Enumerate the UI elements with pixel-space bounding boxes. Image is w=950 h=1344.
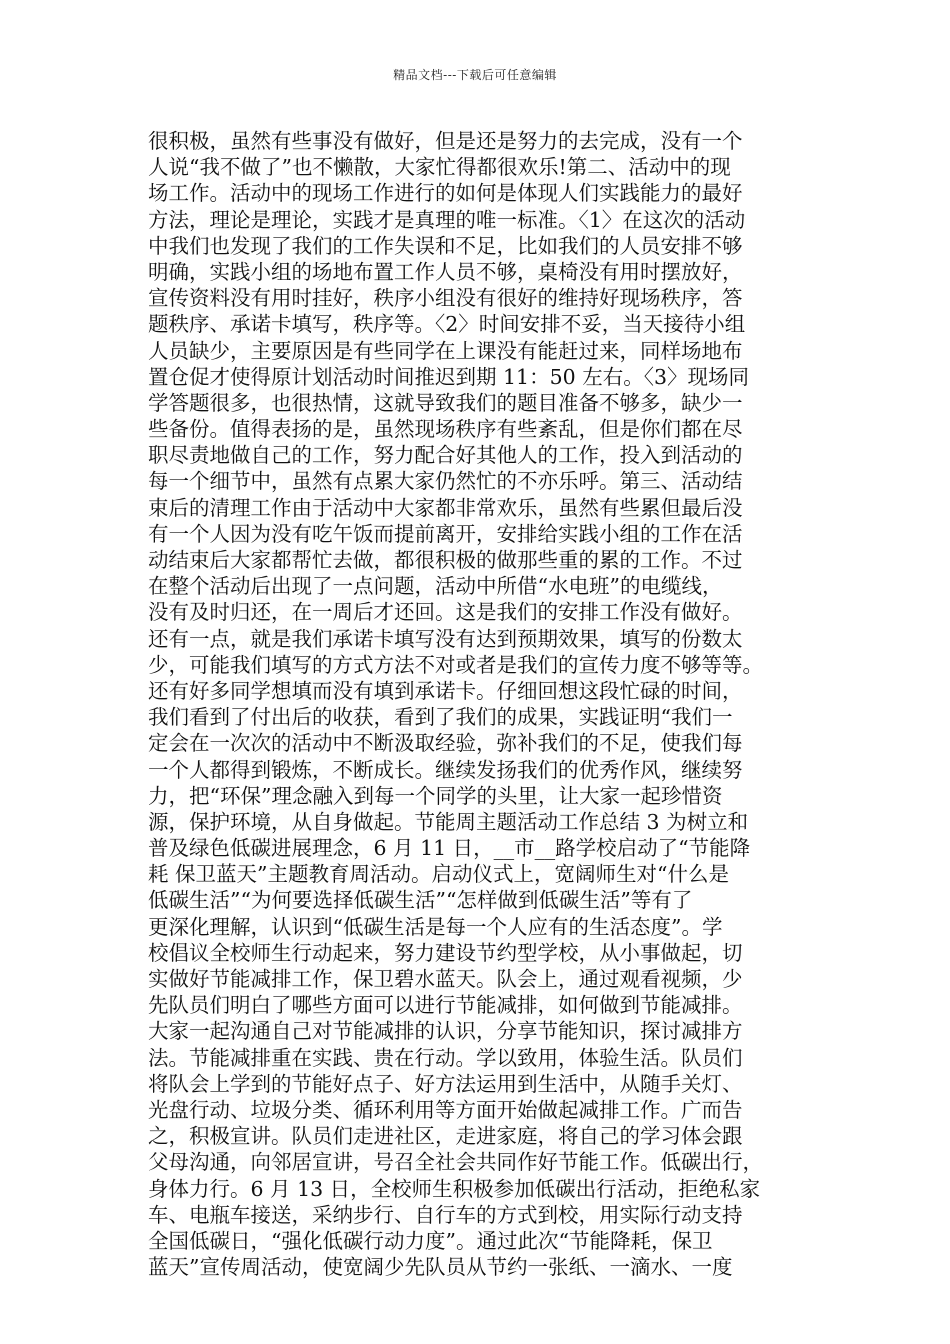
text-line: 宣传资料没有用时挂好，秩序小组没有很好的维持好现场秩序，答	[148, 286, 743, 311]
text-line: 我们看到了付出后的收获，看到了我们的成果，实践证明“我们一	[148, 705, 733, 730]
text-line: 之，积极宣讲。队员们走进社区，走进家庭，将自己的学习体会跟	[148, 1124, 743, 1149]
text-line: 题秩序、承诺卡填写，秩序等。〈2〉时间安排不妥，当天接待小组	[148, 312, 746, 337]
text-line: 身体力行。6 月 13 日，全校师生积极参加低碳出行活动，拒绝私家	[148, 1176, 761, 1201]
text-line: 车、电瓶车接送，采纳步行、自行车的方式到校，用实际行动支持	[148, 1202, 743, 1227]
text-line: 每一个细节中，虽然有点累大家仍然忙的不亦乐呼。第三、活动结	[148, 469, 743, 494]
text-line: 有一个人因为没有吃午饭而提前离开，安排给实践小组的工作在活	[148, 521, 743, 546]
text-line: 没有及时归还，在一周后才还回。这是我们的安排工作没有做好。	[148, 600, 743, 625]
text-line: 蓝天”宣传周活动，使宽阔少先队员从节约一张纸、一滴水、一度	[148, 1255, 733, 1280]
text-line: 力，把“环保”理念融入到每一个同学的头里，让大家一起珍惜资	[148, 783, 723, 808]
text-line: 职尽责地做自己的工作，努力配合好其他人的工作，投入到活动的	[148, 443, 743, 468]
text-line: 还有一点，就是我们承诺卡填写没有达到预期效果，填写的份数太	[148, 626, 743, 651]
text-line: 明确，实践小组的场地布置工作人员不够，桌椅没有用时摆放好，	[148, 259, 743, 284]
text-line: 普及绿色低碳进展理念，6 月 11 日，__市__路学校启动了“节能降	[148, 836, 751, 861]
text-line: 置仓促才使得原计划活动时间推迟到期 11：50 左右。〈3〉现场同	[148, 364, 749, 389]
text-line: 还有好多同学想填而没有填到承诺卡。仔细回想这段忙碌的时间，	[148, 678, 743, 703]
text-line: 束后的清理工作由于活动中大家都非常欢乐，虽然有些累但最后没	[148, 495, 743, 520]
text-line: 人说“我不做了”也不懒散，大家忙得都很欢乐!第二、活动中的现	[148, 155, 731, 180]
text-line: 些备份。值得表扬的是，虽然现场秩序有些紊乱，但是你们都在尽	[148, 417, 743, 442]
text-line: 大家一起沟通自己对节能减排的认识，分享节能知识，探讨减排方	[148, 1019, 743, 1044]
page-header: 精品文档---下载后可任意编辑	[393, 68, 557, 82]
text-line: 先队员们明白了哪些方面可以进行节能减排，如何做到节能减排。	[148, 993, 743, 1018]
text-line: 耗 保卫蓝天”主题教育周活动。启动仪式上，宽阔师生对“什么是	[148, 862, 729, 887]
text-line: 在整个活动后出现了一点问题，活动中所借“水电班”的电缆线，	[148, 574, 723, 599]
text-line: 定会在一次次的活动中不断汲取经验，弥补我们的不足，使我们每	[148, 731, 743, 756]
text-line: 全国低碳日，“强化低碳行动力度”。通过此次“节能降耗，保卫	[148, 1228, 713, 1253]
text-line: 父母沟通，向邻居宣讲，号召全社会共同作好节能工作。低碳出行，	[148, 1150, 763, 1175]
text-line: 源，保护环境，从自身做起。节能周主题活动工作总结 3 为树立和	[148, 809, 749, 834]
text-line: 少，可能我们填写的方式方法不对或者是我们的宣传力度不够等等。	[148, 652, 763, 677]
text-line: 低碳生活”“为何要选择低碳生活”“怎样做到低碳生活”等有了	[148, 888, 693, 913]
text-line: 方法，理论是理论，实践才是真理的唯一标准。〈1〉在这次的活动	[148, 207, 746, 232]
text-line: 光盘行动、垃圾分类、循环利用等方面开始做起减排工作。广而告	[148, 1097, 743, 1122]
text-line: 很积极，虽然有些事没有做好，但是还是努力的去完成，没有一个	[148, 129, 743, 153]
text-line: 动结束后大家都帮忙去做，都很积极的做那些重的累的工作。不过	[148, 548, 743, 572]
text-line: 更深化理解，认识到“低碳生活是每一个人应有的生活态度”。学	[148, 914, 723, 939]
text-line: 实做好节能减排工作，保卫碧水蓝天。队会上，通过观看视频，少	[148, 967, 743, 991]
text-line: 场工作。活动中的现场工作进行的如何是体现人们实践能力的最好	[148, 181, 743, 206]
text-line: 一个人都得到锻炼，不断成长。继续发扬我们的优秀作风，继续努	[148, 757, 743, 782]
text-line: 人员缺少，主要原因是有些同学在上课没有能赶过来，同样场地布	[148, 338, 743, 363]
text-line: 法。节能减排重在实践、贵在行动。学以致用，体验生活。队员们	[148, 1045, 743, 1070]
text-line: 将队会上学到的节能好点子、好方法运用到生活中，从随手关灯、	[148, 1071, 743, 1096]
body-text	[148, 128, 820, 1280]
text-line: 学答题很多，也很热情，这就导致我们的题目准备不够多，缺少一	[148, 390, 743, 415]
text-line: 校倡议全校师生行动起来，努力建设节约型学校，从小事做起，切	[148, 940, 743, 965]
text-line: 中我们也发现了我们的工作失误和不足，比如我们的人员安排不够	[148, 233, 743, 258]
